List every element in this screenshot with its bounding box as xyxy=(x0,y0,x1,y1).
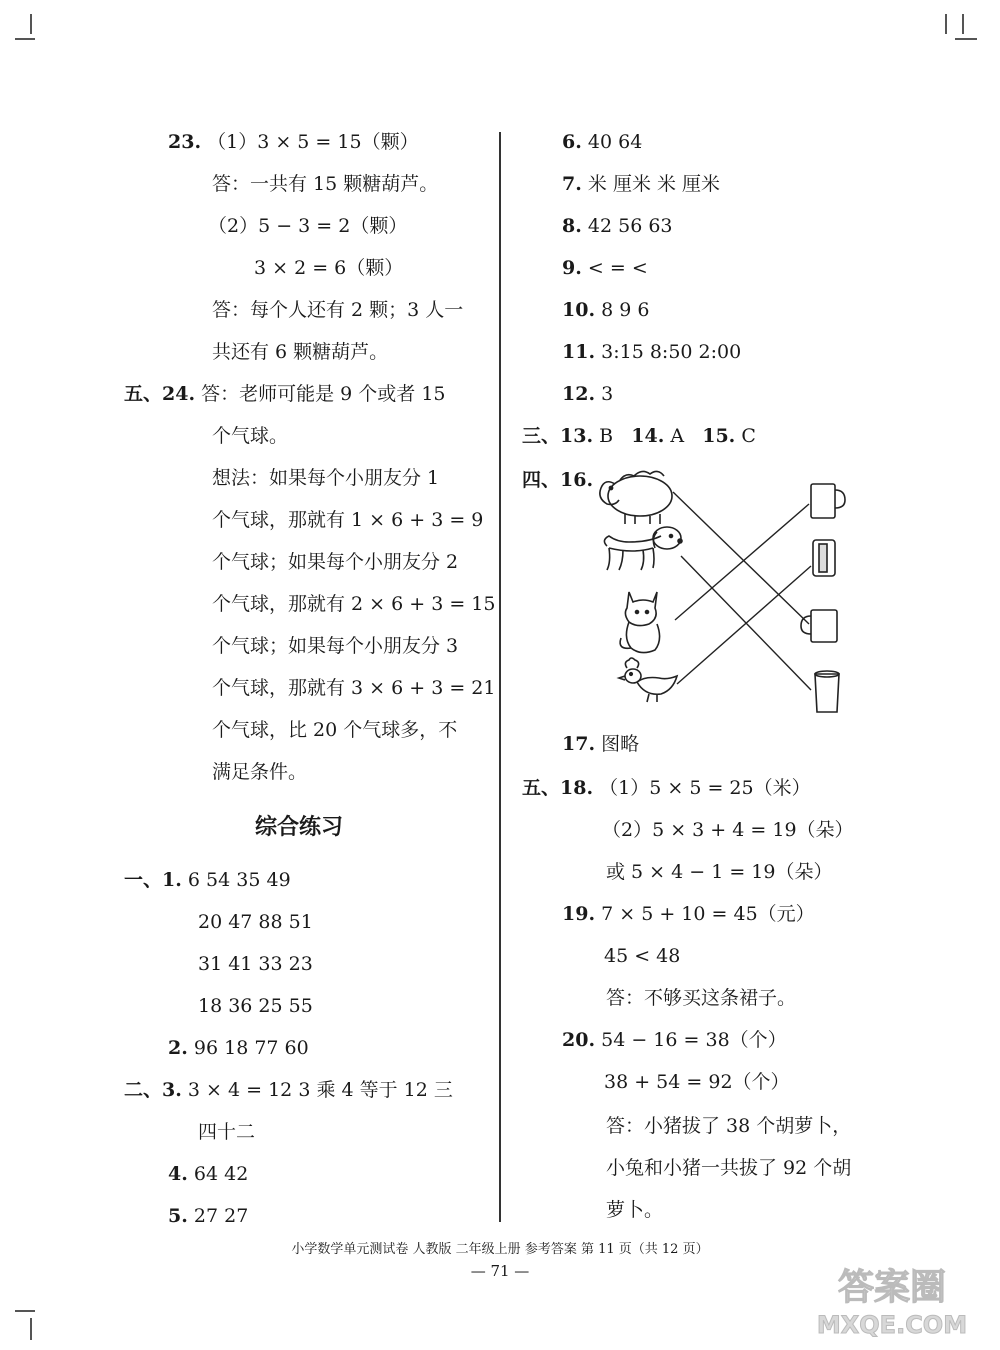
q23-line2: 答：一共有 15 颗糖葫芦。 xyxy=(212,173,439,195)
q24-line5: 个气球；如果每个小朋友分 2 xyxy=(212,551,459,573)
q18-line1: 五、18. （1）5 × 5 = 25（米） xyxy=(522,777,811,799)
svg-text:MXQE.COM: MXQE.COM xyxy=(816,1311,968,1339)
q18-line2: （2）5 × 3 + 4 = 19（朵） xyxy=(602,819,854,841)
q1-row3: 31 41 33 23 xyxy=(198,953,313,975)
q19-line2: 45 < 48 xyxy=(604,945,681,967)
dog-icon xyxy=(604,527,682,570)
q24-line2: 个气球。 xyxy=(212,425,289,447)
q24-line10: 满足条件。 xyxy=(212,761,308,783)
q24-line3: 想法：如果每个小朋友分 1 xyxy=(212,467,440,489)
q20-line1: 20. 54 − 16 = 38（个） xyxy=(562,1029,787,1051)
crop-mark xyxy=(30,1318,32,1340)
q1-row1: 一、1. 6 54 35 49 xyxy=(124,869,291,891)
crop-mark xyxy=(955,38,977,40)
q23-line4: 3 × 2 = 6（颗） xyxy=(254,257,404,279)
glass-icon xyxy=(813,540,835,576)
q20-line4: 小兔和小猪一共拔了 92 个胡 xyxy=(606,1157,852,1179)
q23-line5: 答：每个人还有 2 颗；3 人一 xyxy=(212,299,464,321)
q10-row: 10. 8 9 6 xyxy=(562,299,650,321)
q7-row: 7. 米 厘米 米 厘米 xyxy=(562,173,721,195)
column-divider xyxy=(499,132,501,1222)
q24-line7: 个气球；如果每个小朋友分 3 xyxy=(212,635,459,657)
section-title: 综合练习 xyxy=(255,815,344,840)
q6-row: 6. 40 64 xyxy=(562,131,643,153)
crop-mark xyxy=(15,1310,35,1312)
page-number: — 71 — xyxy=(470,1262,530,1280)
mug-icon xyxy=(811,484,845,518)
crop-mark xyxy=(962,14,964,34)
q19-line1: 19. 7 × 5 + 10 = 45（元） xyxy=(562,903,815,925)
footer-text: 小学数学单元测试卷 人教版 二年级上册 参考答案 第 11 页（共 12 页） xyxy=(291,1242,709,1257)
crop-mark xyxy=(30,14,32,34)
q20-line5: 萝卜。 xyxy=(606,1199,664,1221)
q20-line3: 答：小猪拔了 38 个胡萝卜， xyxy=(606,1115,852,1137)
cup-icon xyxy=(815,671,839,712)
crop-mark xyxy=(945,14,947,34)
q20-line2: 38 + 54 = 92（个） xyxy=(604,1071,790,1093)
q18-line3: 或 5 × 4 − 1 = 19（朵） xyxy=(606,861,833,883)
sheep-icon xyxy=(600,471,672,524)
q12-row: 12. 3 xyxy=(562,383,614,405)
q11-row: 11. 3:15 8:50 2:00 xyxy=(562,341,742,363)
chicken-icon xyxy=(619,658,677,702)
q24-line1: 五、24. 答：老师可能是 9 个或者 15 xyxy=(124,383,446,405)
crop-mark xyxy=(15,38,35,40)
mug-icon xyxy=(801,610,837,642)
q17-row: 17. 图略 xyxy=(562,733,640,755)
q19-line3: 答：不够买这条裙子。 xyxy=(606,987,797,1009)
q3-line2: 四十二 xyxy=(198,1121,256,1143)
svg-text:答案圈: 答案圈 xyxy=(837,1267,947,1308)
q1-row2: 20 47 88 51 xyxy=(198,911,313,933)
q8-row: 8. 42 56 63 xyxy=(562,215,673,237)
watermark-logo xyxy=(802,1257,982,1342)
q9-row: 9. < = < xyxy=(562,257,648,279)
q2-row: 2. 96 18 77 60 xyxy=(168,1037,309,1059)
q24-line8: 个气球，那就有 3 × 6 + 3 = 21 xyxy=(212,677,496,699)
q24-line9: 个气球，比 20 个气球多，不 xyxy=(212,719,458,741)
q23-line3: （2）5 − 3 = 2（颗） xyxy=(208,215,408,237)
q3-line1: 二、3. 3 × 4 = 12 3 乘 4 等于 12 三 xyxy=(124,1079,453,1101)
q4-row: 4. 64 42 xyxy=(168,1163,249,1185)
q23-line6: 共还有 6 颗糖葫芦。 xyxy=(212,341,389,363)
q24-line6: 个气球，那就有 2 × 6 + 3 = 15 xyxy=(212,593,496,615)
q24-line4: 个气球，那就有 1 × 6 + 3 = 9 xyxy=(212,509,484,531)
match-lines xyxy=(673,492,811,690)
cat-icon xyxy=(620,592,659,653)
q16-label: 四、16. xyxy=(522,469,594,491)
q13-15-row: 三、13. B 14. A 15. C xyxy=(522,425,756,447)
q1-row4: 18 36 25 55 xyxy=(198,995,313,1017)
q23-line1: 23. （1）3 × 5 = 15（颗） xyxy=(168,131,419,153)
q5-row: 5. 27 27 xyxy=(168,1205,249,1227)
matching-diagram xyxy=(595,462,855,722)
